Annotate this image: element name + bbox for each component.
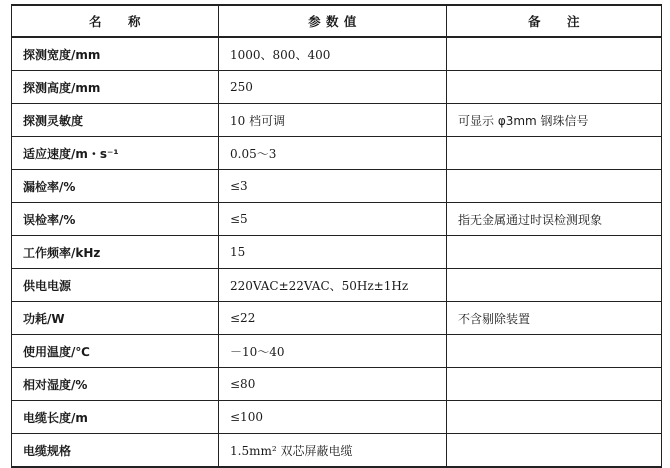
header-value: 参 数 值	[219, 5, 447, 37]
header-name: 名 称	[12, 5, 219, 37]
row-note: 指无金属通过时误检测现象	[447, 203, 662, 236]
table-row	[12, 236, 662, 269]
row-note	[447, 401, 662, 434]
table-header	[12, 5, 662, 37]
row-value: 1000、800、400	[219, 37, 447, 71]
table-row	[12, 37, 662, 71]
row-value: 0.05～3	[219, 137, 447, 170]
table-row	[12, 269, 662, 302]
row-note	[447, 434, 662, 468]
row-note: 可显示 φ3mm 钢珠信号	[447, 104, 662, 137]
table-body	[12, 37, 662, 467]
row-note	[447, 368, 662, 401]
header-note: 备 注	[447, 5, 662, 37]
table-row	[12, 104, 662, 137]
table-row	[12, 434, 662, 468]
row-name: 适应速度/m・s⁻¹	[12, 137, 219, 170]
table-row	[12, 302, 662, 335]
row-name: 供电电源	[12, 269, 219, 302]
row-name: 功耗/W	[12, 302, 219, 335]
row-name: 相对湿度/%	[12, 368, 219, 401]
table-row	[12, 203, 662, 236]
row-note	[447, 137, 662, 170]
row-name: 使用温度/℃	[12, 335, 219, 368]
row-name: 探测灵敏度	[12, 104, 219, 137]
row-name: 电缆长度/m	[12, 401, 219, 434]
row-value: ≤5	[219, 203, 447, 236]
row-note: 不含剔除装置	[447, 302, 662, 335]
row-name: 电缆规格	[12, 434, 219, 468]
row-value: 10 档可调	[219, 104, 447, 137]
row-name: 漏检率/%	[12, 170, 219, 203]
row-name: 探测宽度/mm	[12, 37, 219, 71]
table-row	[12, 71, 662, 104]
row-note	[447, 71, 662, 104]
row-value: ≤80	[219, 368, 447, 401]
table-row	[12, 335, 662, 368]
row-note	[447, 269, 662, 302]
row-value: ≤22	[219, 302, 447, 335]
row-value: ≤3	[219, 170, 447, 203]
spec-table	[11, 4, 662, 468]
row-note	[447, 170, 662, 203]
row-value: 1.5mm² 双芯屏蔽电缆	[219, 434, 447, 468]
row-note	[447, 335, 662, 368]
table-row	[12, 170, 662, 203]
row-name: 工作频率/kHz	[12, 236, 219, 269]
table-row	[12, 401, 662, 434]
row-value: 15	[219, 236, 447, 269]
header-row	[12, 5, 662, 37]
row-value: ≤100	[219, 401, 447, 434]
row-note	[447, 37, 662, 71]
row-name: 探测高度/mm	[12, 71, 219, 104]
row-value: 250	[219, 71, 447, 104]
row-note	[447, 236, 662, 269]
table-row	[12, 137, 662, 170]
table-row	[12, 368, 662, 401]
row-name: 误检率/%	[12, 203, 219, 236]
row-value: －10～40	[219, 335, 447, 368]
row-value: 220VAC±22VAC、50Hz±1Hz	[219, 269, 447, 302]
